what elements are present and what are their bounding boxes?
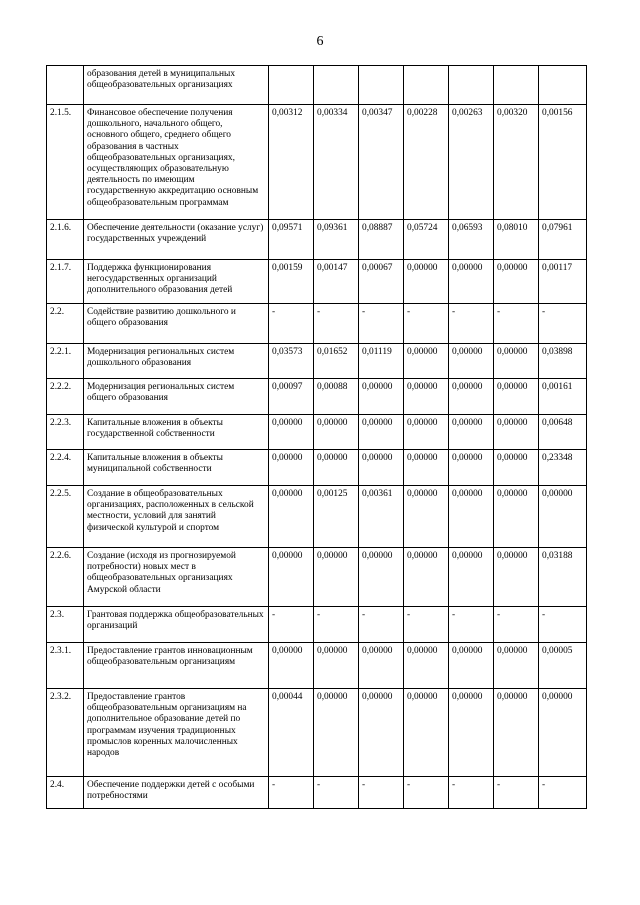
row-value: 0,00000	[404, 643, 449, 689]
row-value: -	[539, 607, 587, 643]
row-code: 2.1.6.	[47, 220, 84, 260]
row-description: Предоставление грантов общеобразовательным организациям на дополнительное образование детей по программам изучения традиционных промыслов коренных малочисленных народов	[84, 689, 269, 777]
row-value: 0,00000	[359, 450, 404, 486]
row-value: 0,00125	[314, 486, 359, 548]
row-code: 2.2.3.	[47, 415, 84, 450]
row-value: 0,00347	[359, 105, 404, 220]
row-code: 2.3.	[47, 607, 84, 643]
row-value: 0,00000	[314, 415, 359, 450]
table-row	[47, 260, 587, 304]
row-description: Создание (исходя из прогнозируемой потребности) новых мест в общеобразовательных организациях Амурской области	[84, 548, 269, 607]
row-value: 0,06593	[449, 220, 494, 260]
row-value: 0,00000	[449, 415, 494, 450]
row-description: Содействие развитию дошкольного и общего образования	[84, 304, 269, 344]
row-value: -	[314, 777, 359, 809]
row-value: 0,03573	[269, 344, 314, 379]
row-value: -	[494, 777, 539, 809]
row-value	[539, 66, 587, 105]
table-row	[47, 607, 587, 643]
row-value: 0,00000	[404, 689, 449, 777]
row-value: 0,00117	[539, 260, 587, 304]
row-value: 0,00000	[269, 643, 314, 689]
row-description: Предоставление грантов инновационным общеобразовательным организациям	[84, 643, 269, 689]
table-row	[47, 220, 587, 260]
table-row	[47, 66, 587, 105]
row-value: 0,00000	[494, 643, 539, 689]
row-description: Создание в общеобразовательных организациях, расположенных в сельской местности, условий для занятий физической культурой и спортом	[84, 486, 269, 548]
table-row	[47, 379, 587, 415]
row-value: -	[539, 777, 587, 809]
row-value: 0,00000	[404, 260, 449, 304]
row-value: 0,00334	[314, 105, 359, 220]
row-value: 0,00000	[449, 260, 494, 304]
row-value: -	[359, 304, 404, 344]
table-row	[47, 415, 587, 450]
row-code: 2.2.1.	[47, 344, 84, 379]
row-value: 0,00000	[494, 344, 539, 379]
row-value: 0,00000	[449, 548, 494, 607]
row-value	[404, 66, 449, 105]
row-value: -	[359, 777, 404, 809]
row-value: 0,00097	[269, 379, 314, 415]
row-code: 2.2.5.	[47, 486, 84, 548]
row-code: 2.2.4.	[47, 450, 84, 486]
row-code: 2.3.1.	[47, 643, 84, 689]
row-code: 2.2.6.	[47, 548, 84, 607]
row-description: образования детей в муниципальных общеобразовательных организациях	[84, 66, 269, 105]
row-value: 0,23348	[539, 450, 587, 486]
row-value: 0,00000	[449, 689, 494, 777]
table-body	[47, 66, 587, 809]
page-number: 6	[316, 34, 324, 49]
row-value	[314, 66, 359, 105]
row-description: Модернизация региональных систем общего образования	[84, 379, 269, 415]
row-value: 0,01652	[314, 344, 359, 379]
row-description: Финансовое обеспечение получения дошкольного, начального общего, основного общего, среднего общего образования в частных общеобразовательных организациях, осуществляющих образовательную деятельность по имеющим государственную аккредитацию основным общеобразовательным программам	[84, 105, 269, 220]
row-value: -	[314, 304, 359, 344]
row-description: Капитальные вложения в объекты муниципальной собственности	[84, 450, 269, 486]
row-value	[449, 66, 494, 105]
table-row	[47, 486, 587, 548]
row-value: 0,00000	[494, 450, 539, 486]
row-value: 0,05724	[404, 220, 449, 260]
row-value: 0,00147	[314, 260, 359, 304]
row-value: 0,00000	[359, 379, 404, 415]
row-value: 0,00156	[539, 105, 587, 220]
row-value: 0,00000	[539, 689, 587, 777]
row-value: 0,00000	[359, 643, 404, 689]
indicators-table-wrapper	[46, 65, 586, 809]
table-row	[47, 105, 587, 220]
row-value: -	[494, 304, 539, 344]
row-value: 0,00000	[449, 643, 494, 689]
row-value: -	[449, 607, 494, 643]
row-description: Капитальные вложения в объекты государственной собственности	[84, 415, 269, 450]
row-value: 0,00000	[359, 689, 404, 777]
row-value: 0,00000	[359, 548, 404, 607]
row-code: 2.4.	[47, 777, 84, 809]
table-row	[47, 643, 587, 689]
row-value: 0,00000	[314, 548, 359, 607]
row-value: 0,00000	[314, 450, 359, 486]
row-value: 0,00000	[269, 548, 314, 607]
row-code: 2.3.2.	[47, 689, 84, 777]
row-value: 0,00000	[269, 486, 314, 548]
row-value: 0,00000	[494, 548, 539, 607]
row-value: 0,07961	[539, 220, 587, 260]
row-description: Обеспечение поддержки детей с особыми потребностями	[84, 777, 269, 809]
row-value: 0,00000	[314, 643, 359, 689]
table-row	[47, 344, 587, 379]
table-row	[47, 777, 587, 809]
row-value: 0,03188	[539, 548, 587, 607]
row-value: 0,08887	[359, 220, 404, 260]
row-value: 0,00000	[404, 450, 449, 486]
row-description: Обеспечение деятельности (оказание услуг) государственных учреждений	[84, 220, 269, 260]
row-code: 2.1.5.	[47, 105, 84, 220]
row-value: 0,00000	[269, 450, 314, 486]
row-value: 0,00088	[314, 379, 359, 415]
row-value: -	[359, 607, 404, 643]
row-value: 0,00312	[269, 105, 314, 220]
row-value: 0,00000	[404, 486, 449, 548]
row-value: 0,00320	[494, 105, 539, 220]
row-value: -	[269, 777, 314, 809]
row-code: 2.2.2.	[47, 379, 84, 415]
row-value: 0,00000	[494, 379, 539, 415]
row-value: 0,00159	[269, 260, 314, 304]
row-value: 0,00000	[494, 486, 539, 548]
table-row	[47, 689, 587, 777]
row-value: 0,00000	[404, 548, 449, 607]
row-code: 2.2.	[47, 304, 84, 344]
row-value: 0,00000	[449, 450, 494, 486]
row-value: 0,00005	[539, 643, 587, 689]
row-value: 0,00000	[449, 486, 494, 548]
row-value: -	[404, 304, 449, 344]
row-value: -	[404, 777, 449, 809]
row-value: 0,00000	[314, 689, 359, 777]
row-value: 0,00067	[359, 260, 404, 304]
table-row	[47, 548, 587, 607]
row-value: -	[449, 777, 494, 809]
row-value: 0,00648	[539, 415, 587, 450]
row-value: 0,00000	[449, 344, 494, 379]
row-value: -	[269, 607, 314, 643]
row-value: 0,00000	[269, 415, 314, 450]
row-value	[269, 66, 314, 105]
row-value: 0,00000	[539, 486, 587, 548]
row-value: 0,00000	[494, 260, 539, 304]
row-value: 0,00000	[404, 379, 449, 415]
row-value: 0,00000	[494, 415, 539, 450]
row-value: 0,00161	[539, 379, 587, 415]
row-description: Модернизация региональных систем дошкольного образования	[84, 344, 269, 379]
row-value: 0,09571	[269, 220, 314, 260]
table-row	[47, 304, 587, 344]
row-value: -	[494, 607, 539, 643]
row-value: 0,09361	[314, 220, 359, 260]
row-value: -	[404, 607, 449, 643]
row-code: 2.1.7.	[47, 260, 84, 304]
row-value: 0,00228	[404, 105, 449, 220]
row-code	[47, 66, 84, 105]
table-row	[47, 450, 587, 486]
row-value: 0,00000	[404, 344, 449, 379]
row-value: 0,00361	[359, 486, 404, 548]
row-value: 0,00000	[404, 415, 449, 450]
row-value: -	[314, 607, 359, 643]
row-description: Грантовая поддержка общеобразовательных организаций	[84, 607, 269, 643]
row-value	[494, 66, 539, 105]
row-value: 0,00000	[359, 415, 404, 450]
row-value: 0,00000	[494, 689, 539, 777]
indicators-table	[46, 65, 587, 809]
row-value: -	[269, 304, 314, 344]
row-value	[359, 66, 404, 105]
row-description: Поддержка функционирования негосударственных организаций дополнительного образования детей	[84, 260, 269, 304]
row-value: 0,01119	[359, 344, 404, 379]
row-value: -	[539, 304, 587, 344]
row-value: -	[449, 304, 494, 344]
row-value: 0,08010	[494, 220, 539, 260]
row-value: 0,00263	[449, 105, 494, 220]
row-value: 0,00044	[269, 689, 314, 777]
row-value: 0,03898	[539, 344, 587, 379]
row-value: 0,00000	[449, 379, 494, 415]
